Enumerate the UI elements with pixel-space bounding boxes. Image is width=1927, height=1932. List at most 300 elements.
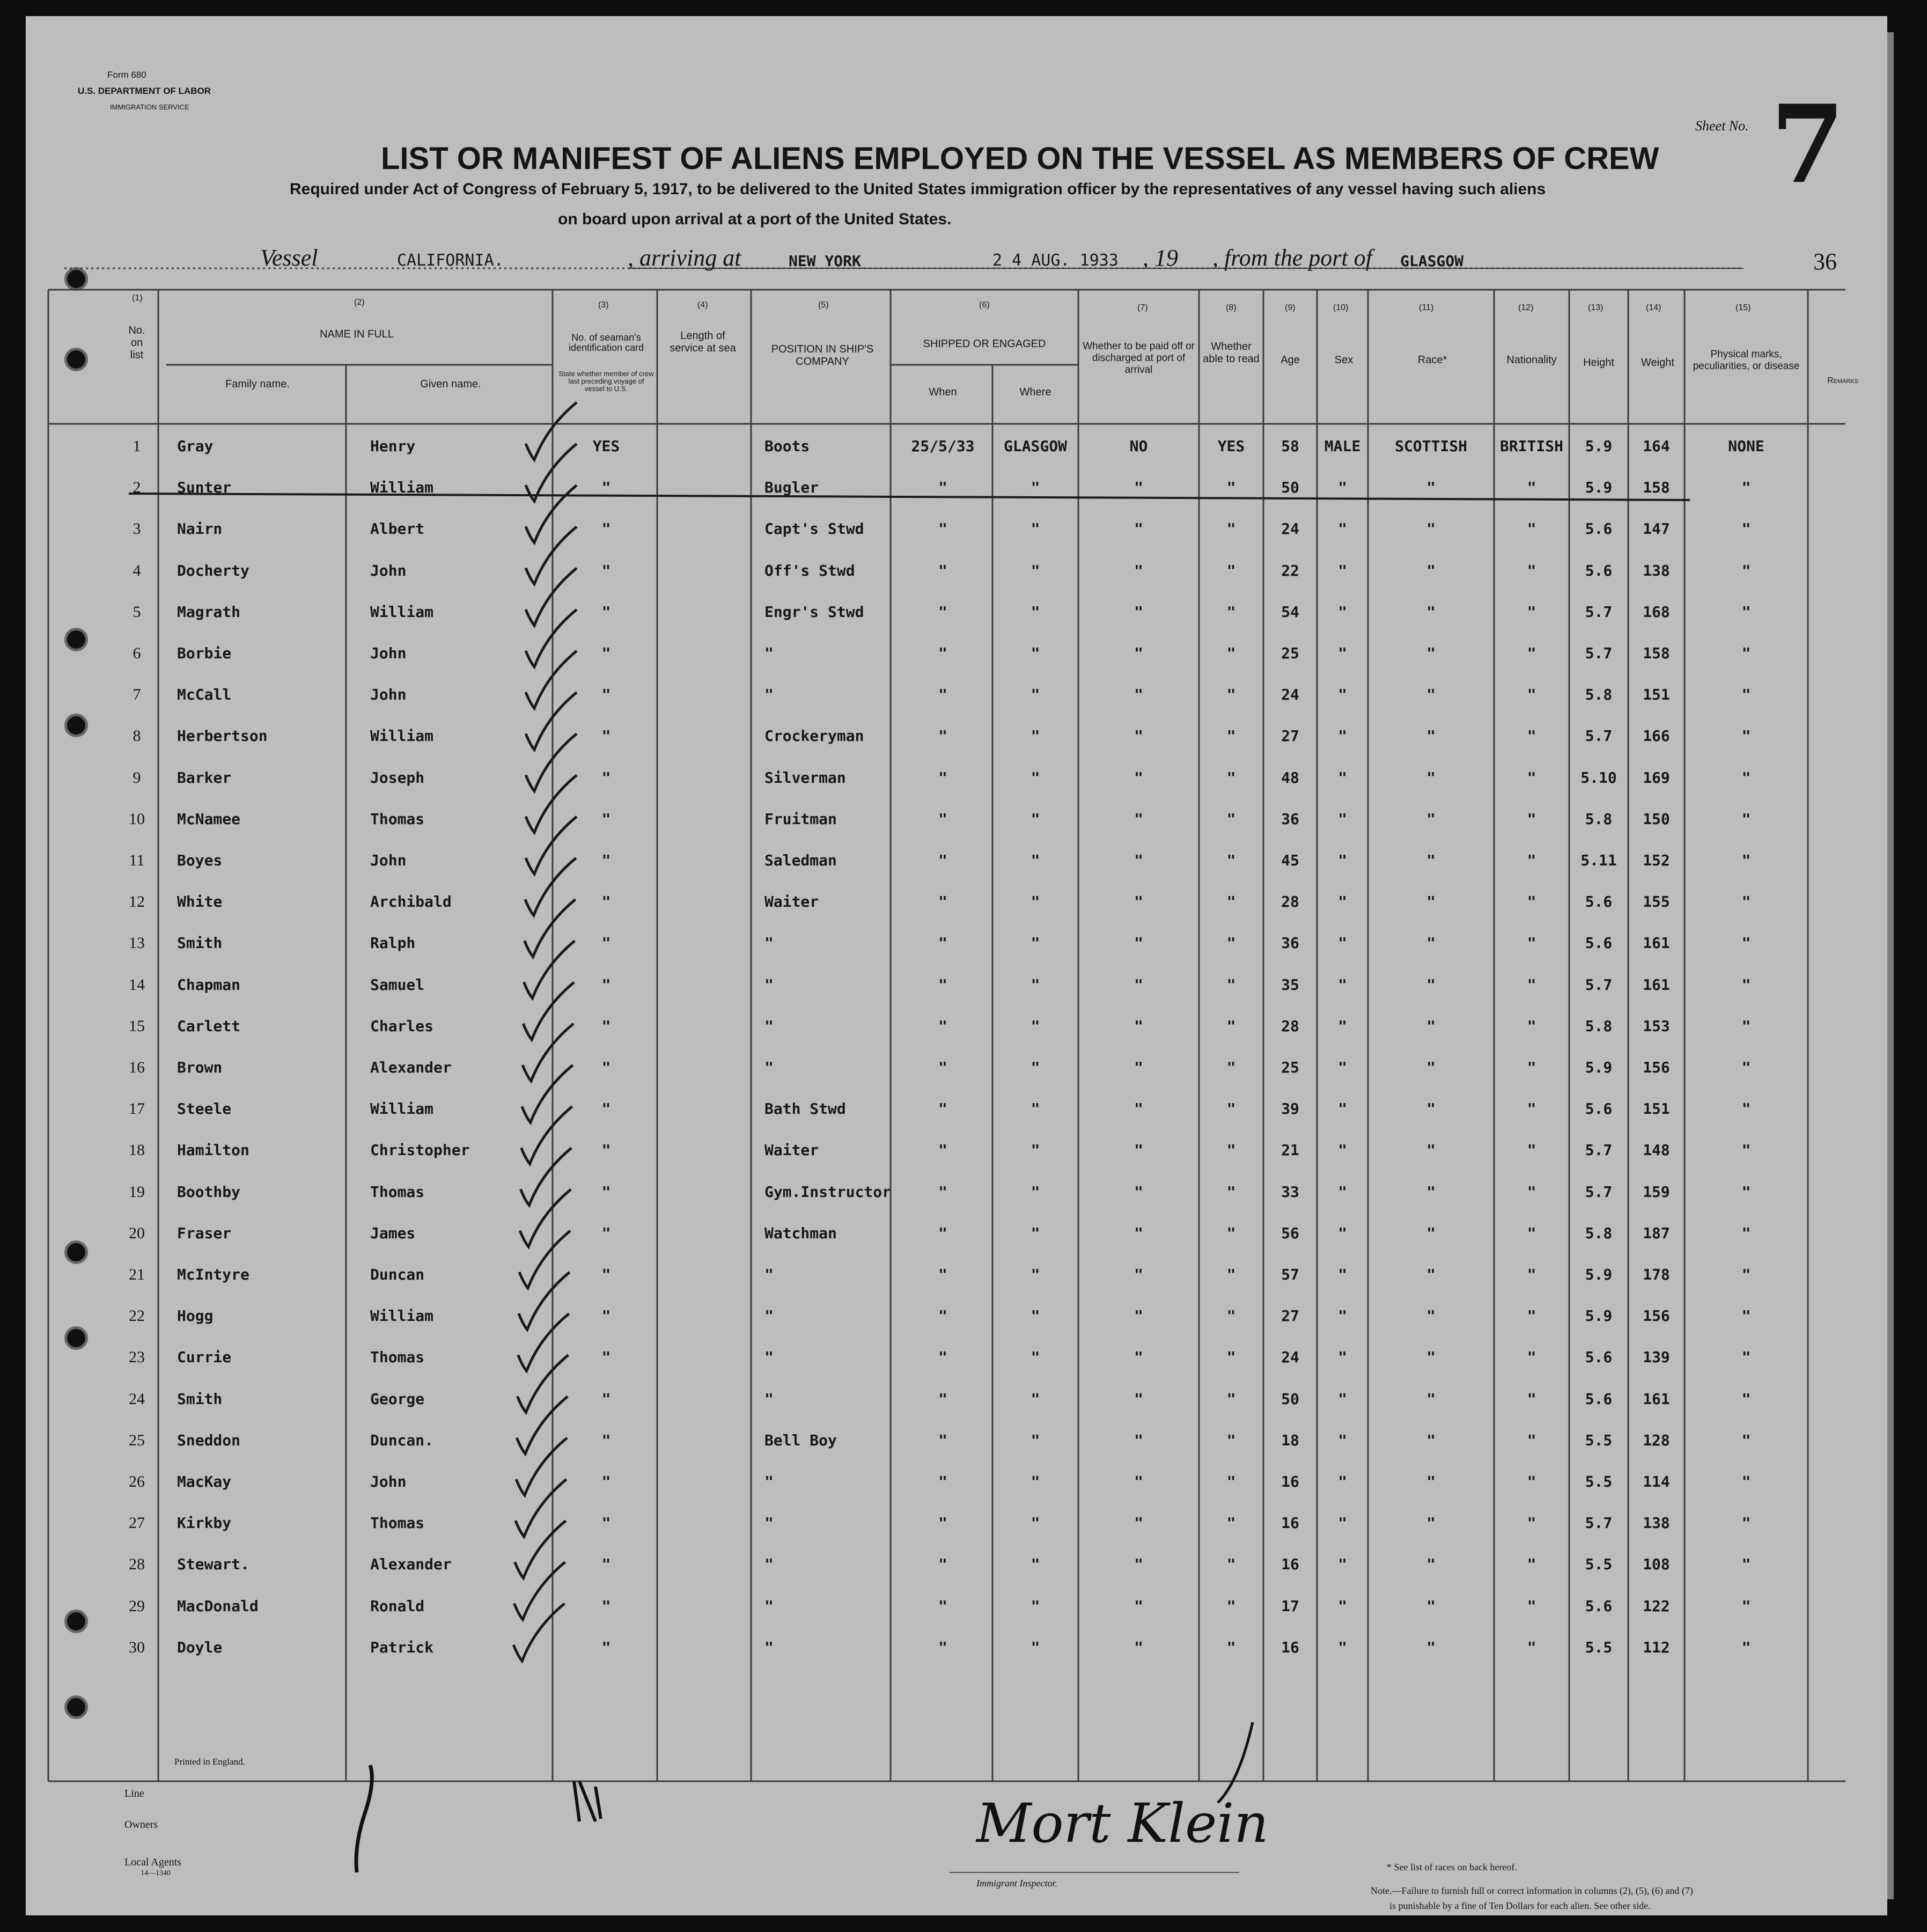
cell-family: Fraser [177,1224,232,1242]
cell-race: " [1426,686,1436,704]
cell-height: 5.7 [1585,1182,1613,1201]
cell-family: MacKay [177,1473,232,1490]
cell-marks: " [1741,1266,1751,1283]
cell-paid: " [1134,1059,1143,1076]
cell-read: YES [1217,437,1245,455]
cell-race: " [1426,1100,1436,1118]
cell-given: William [370,1307,434,1325]
cell-height: 5.6 [1585,1348,1613,1367]
cell-when: " [938,1431,947,1449]
cell-height: 5.7 [1585,644,1613,662]
cell-where: " [1031,934,1040,952]
cell-age: 21 [1281,1141,1299,1159]
cell-age: 17 [1281,1597,1299,1615]
cell-where: " [1031,520,1040,538]
cell-race: " [1426,893,1436,911]
cell-sex: " [1338,1514,1347,1532]
cell-family: Carlett [177,1017,241,1035]
cell-age: 16 [1281,1473,1299,1490]
sheet-number: 7 [1770,82,1845,208]
cell-read: " [1226,975,1236,994]
cell-when: " [938,561,947,579]
cell-where: " [1031,603,1040,621]
cell-where: " [1031,851,1040,869]
cell-age: 28 [1281,893,1299,911]
cell-when: " [938,686,947,704]
from-port-label: , from the port of [1212,245,1372,271]
cell-pos: Waiter [764,893,819,911]
cell-paid: " [1134,1473,1143,1490]
cell-read: " [1226,934,1236,952]
cell-pos: " [764,1473,774,1490]
cell-no: 13 [129,934,145,952]
cell-paid: " [1134,479,1143,497]
cell-where: " [1031,1059,1040,1076]
cell-marks: " [1741,686,1751,704]
cell-sex: " [1338,1141,1347,1159]
cell-nat: " [1527,1431,1536,1449]
cell-read: " [1226,479,1236,497]
cell-age: 57 [1281,1266,1299,1283]
cell-nat: " [1527,1514,1536,1532]
col-header-card-note: State whether member of crew last preceding voyage of vessel to U.S. [558,370,654,393]
cell-family: Smith [177,934,223,952]
cell-paid: " [1134,1555,1143,1574]
cell-nat: " [1527,851,1536,869]
cell-paid: " [1134,1514,1143,1532]
cell-weight: 151 [1643,686,1670,704]
cell-sex: " [1338,1597,1347,1615]
cell-weight: 161 [1643,975,1670,994]
cell-age: 16 [1281,1555,1299,1574]
cell-age: 16 [1281,1638,1299,1656]
page-subtitle-line-1: Required under Act of Congress of February 5, 1917, to be delivered to the United States immigration officer by the representatives of any vessel having such aliens [290,180,1546,198]
cell-age: 48 [1281,768,1299,787]
cell-family: Boothby [177,1182,241,1201]
cell-marks: " [1741,893,1751,911]
cell-sex: " [1338,1390,1347,1408]
cell-family: Barker [177,768,232,787]
cell-paid: " [1134,520,1143,538]
cell-given: Samuel [370,975,425,994]
cell-age: 25 [1281,1059,1299,1076]
cell-where: " [1031,1017,1040,1035]
cell-family: Stewart. [177,1555,249,1574]
cell-card: " [601,975,611,994]
cell-weight: 158 [1643,479,1670,497]
cell-height: 5.6 [1585,1390,1613,1408]
cell-read: " [1226,1100,1236,1118]
cell-when: " [938,1100,947,1118]
cell-nat: " [1527,1059,1536,1076]
col-3-number: (3) [598,300,609,310]
cell-pos: " [764,686,774,704]
cell-race: " [1426,975,1436,994]
cell-when: " [938,603,947,621]
arrival-date-stamp: 2 4 AUG. 1933 [992,251,1119,270]
cell-race: " [1426,603,1436,621]
col-2-number: (2) [354,298,365,307]
cell-given: Albert [370,520,425,538]
cell-sex: MALE [1324,437,1361,455]
cell-weight: 138 [1643,561,1670,579]
inspector-signature: Mort Klein [976,1792,1269,1855]
col-13-number: (13) [1588,303,1604,312]
col-header-remarks: Remarks [1827,376,1858,385]
cell-given: Patrick [370,1638,434,1656]
cell-weight: 169 [1643,768,1670,787]
cell-card: " [601,851,611,869]
cell-given: James [370,1224,416,1242]
col-12-number: (12) [1518,303,1534,312]
cell-given: William [370,1100,434,1118]
cell-height: 5.8 [1585,686,1613,704]
cell-race: " [1426,1390,1436,1408]
cell-marks: " [1741,644,1751,662]
cell-height: 5.10 [1580,768,1617,787]
cell-where: " [1031,1514,1040,1532]
cell-race: " [1426,1059,1436,1076]
cell-weight: 128 [1643,1431,1670,1449]
cell-pos: " [764,644,774,662]
cell-age: 45 [1281,851,1299,869]
cell-height: 5.9 [1585,1266,1613,1283]
cell-marks: " [1741,520,1751,538]
cell-sex: " [1338,644,1347,662]
footer-line-label: Line [124,1788,144,1799]
cell-no: 8 [133,727,141,745]
cell-paid: " [1134,1597,1143,1615]
cell-when: " [938,1555,947,1574]
cell-marks: " [1741,1597,1751,1615]
cell-marks: " [1741,603,1751,621]
cell-race: " [1426,1555,1436,1574]
cell-height: 5.6 [1585,1100,1613,1118]
cell-where: GLASGOW [1003,437,1067,455]
cell-weight: 168 [1643,603,1670,621]
cell-sex: " [1338,1017,1347,1035]
arriving-label: , arriving at [628,245,741,271]
cell-height: 5.9 [1585,1307,1613,1325]
cell-no: 24 [129,1390,145,1408]
cell-height: 5.6 [1585,934,1613,952]
cell-family: Hogg [177,1307,214,1325]
cell-when: " [938,1141,947,1159]
cell-family: Borbie [177,644,232,662]
cell-no: 3 [133,520,141,538]
cell-sex: " [1338,603,1347,621]
cell-paid: " [1134,1266,1143,1283]
cell-race: " [1426,1473,1436,1490]
penalty-note-line-2: is punishable by a fine of Ten Dollars for each alien. See other side. [1389,1900,1651,1911]
cell-paid: " [1134,810,1143,828]
cell-where: " [1031,810,1040,828]
cell-no: 15 [129,1017,145,1035]
cell-race: " [1426,768,1436,787]
cell-where: " [1031,561,1040,579]
cell-paid: " [1134,1307,1143,1325]
cell-marks: " [1741,1017,1751,1035]
cell-pos: Saledman [764,851,837,869]
cell-card: " [601,1638,611,1656]
cell-card: " [601,1431,611,1449]
cell-pos: " [764,1059,774,1076]
cell-card: " [601,1059,611,1076]
cell-age: 24 [1281,520,1299,538]
cell-marks: NONE [1728,437,1764,455]
cell-sex: " [1338,1638,1347,1656]
cell-given: William [370,479,434,497]
cell-age: 35 [1281,975,1299,994]
cell-nat: " [1527,1017,1536,1035]
cell-height: 5.7 [1585,727,1613,745]
cell-card: " [601,1224,611,1242]
cell-marks: " [1741,1182,1751,1201]
cell-weight: 147 [1643,520,1670,538]
cell-read: " [1226,1514,1236,1532]
cell-read: " [1226,1059,1236,1076]
from-port: GLASGOW [1400,252,1464,270]
cell-card: " [601,603,611,621]
cell-race: SCOTTISH [1395,437,1467,455]
cell-where: " [1031,893,1040,911]
cell-sex: " [1338,1348,1347,1367]
cell-marks: " [1741,1390,1751,1408]
cell-family: Gray [177,437,214,455]
cell-given: Archibald [370,893,452,911]
cell-family: Sneddon [177,1431,241,1449]
cell-nat: " [1527,1638,1536,1656]
cell-race: " [1426,479,1436,497]
cell-where: " [1031,1473,1040,1490]
cell-paid: " [1134,975,1143,994]
cell-nat: " [1527,1100,1536,1118]
cell-no: 1 [133,437,141,455]
cell-no: 30 [129,1638,145,1656]
cell-nat: " [1527,893,1536,911]
cell-weight: 158 [1643,644,1670,662]
col-11-number: (11) [1419,303,1434,312]
cell-pos: " [764,1555,774,1574]
cell-marks: " [1741,768,1751,787]
cell-pos: Bugler [764,479,819,497]
cell-given: John [370,686,407,704]
cell-pos: Boots [764,437,810,455]
cell-weight: 153 [1643,1017,1670,1035]
cell-no: 11 [129,851,145,869]
cell-pos: Bell Boy [764,1431,837,1449]
cell-nat: " [1527,1224,1536,1242]
cell-marks: " [1741,561,1751,579]
cell-nat: " [1527,1266,1536,1283]
cell-weight: 114 [1643,1473,1670,1490]
col-header-position: POSITION IN SHIP'S COMPANY [771,343,874,368]
cell-card: " [601,1390,611,1408]
cell-pos: Fruitman [764,810,837,828]
col-header-when: When [929,386,957,398]
cell-paid: " [1134,893,1143,911]
cell-no: 7 [133,686,141,704]
cell-race: " [1426,810,1436,828]
cell-family: Kirkby [177,1514,232,1532]
cell-age: 27 [1281,1307,1299,1325]
cell-family: Boyes [177,851,223,869]
cell-weight: 151 [1643,1100,1670,1118]
cell-where: " [1031,1141,1040,1159]
cell-pos: " [764,1514,774,1532]
cell-card: " [601,934,611,952]
cell-where: " [1031,1266,1040,1283]
cell-when: " [938,975,947,994]
cell-sex: " [1338,893,1347,911]
cell-height: 5.7 [1585,1141,1613,1159]
cell-race: " [1426,1431,1436,1449]
cell-height: 5.6 [1585,1597,1613,1615]
cell-paid: " [1134,934,1143,952]
cell-height: 5.8 [1585,1017,1613,1035]
cell-marks: " [1741,1059,1751,1076]
cell-family: Chapman [177,975,241,994]
cell-paid: " [1134,1100,1143,1118]
page-subtitle-line-2: on board upon arrival at a port of the United States. [558,210,952,228]
cell-read: " [1226,1017,1236,1035]
cell-card: " [601,1017,611,1035]
cell-nat: " [1527,1597,1536,1615]
col-1-number: (1) [132,293,143,303]
cell-card: " [601,1555,611,1574]
cell-sex: " [1338,1059,1347,1076]
cell-age: 27 [1281,727,1299,745]
cell-read: " [1226,1348,1236,1367]
cell-age: 36 [1281,810,1299,828]
cell-paid: " [1134,603,1143,621]
cell-no: 18 [129,1141,145,1159]
cell-weight: 156 [1643,1059,1670,1076]
cell-height: 5.7 [1585,603,1613,621]
penalty-note-line-1: Note.—Failure to furnish full or correct information in columns (2), (5), (6) and (7) [1371,1885,1693,1896]
cell-weight: 150 [1643,810,1670,828]
cell-read: " [1226,1224,1236,1242]
cell-card: " [601,1266,611,1283]
cell-card: " [601,768,611,787]
cell-marks: " [1741,1100,1751,1118]
cell-nat: " [1527,768,1536,787]
cell-no: 28 [129,1555,145,1574]
cell-nat: " [1527,975,1536,994]
cell-height: 5.5 [1585,1638,1613,1656]
cell-family: McNamee [177,810,241,828]
cell-when: " [938,1059,947,1076]
cell-nat: " [1527,1182,1536,1201]
cell-family: Magrath [177,603,241,621]
cell-paid: " [1134,1141,1143,1159]
cell-card: " [601,1307,611,1325]
cell-age: 25 [1281,644,1299,662]
cell-given: Alexander [370,1059,452,1076]
col-header-nationality: Nationality [1506,354,1557,366]
cell-sex: " [1338,1555,1347,1574]
cell-height: 5.9 [1585,1059,1613,1076]
cell-read: " [1226,1307,1236,1325]
cell-where: " [1031,1307,1040,1325]
cell-when: 25/5/33 [911,437,975,455]
cell-read: " [1226,768,1236,787]
cell-nat: " [1527,644,1536,662]
cell-pos: " [764,1638,774,1656]
cell-sex: " [1338,768,1347,787]
cell-race: " [1426,1597,1436,1615]
cell-age: 16 [1281,1514,1299,1532]
col-15-number: (15) [1735,303,1751,312]
cell-nat: " [1527,1555,1536,1574]
cell-given: Thomas [370,1182,425,1201]
cell-family: McCall [177,686,232,704]
col-header-given-name: Given name. [420,378,481,390]
cell-given: William [370,727,434,745]
cell-race: " [1426,1224,1436,1242]
cell-nat: " [1527,1307,1536,1325]
cell-when: " [938,893,947,911]
cell-paid: " [1134,1224,1143,1242]
cell-paid: " [1134,1017,1143,1035]
cell-height: 5.5 [1585,1555,1613,1574]
cell-when: " [938,644,947,662]
cell-pos: " [764,1017,774,1035]
cell-race: " [1426,644,1436,662]
cell-read: " [1226,1390,1236,1408]
col-7-number: (7) [1137,303,1148,312]
cell-age: 50 [1281,1390,1299,1408]
cell-given: Charles [370,1017,434,1035]
cell-paid: " [1134,1348,1143,1367]
cell-age: 54 [1281,603,1299,621]
cell-pos: " [764,1597,774,1615]
cell-no: 17 [129,1100,145,1118]
cell-height: 5.7 [1585,975,1613,994]
cell-paid: " [1134,768,1143,787]
cell-weight: 178 [1643,1266,1670,1283]
cell-weight: 112 [1643,1638,1670,1656]
cell-given: William [370,603,434,621]
cell-height: 5.9 [1585,437,1613,455]
cell-race: " [1426,934,1436,952]
cell-race: " [1426,1514,1436,1532]
cell-sex: " [1338,1266,1347,1283]
cell-given: John [370,851,407,869]
cell-marks: " [1741,1348,1751,1367]
cell-where: " [1031,479,1040,497]
cell-no: 4 [133,561,141,579]
cell-given: Ralph [370,934,416,952]
cell-weight: 161 [1643,934,1670,952]
cell-marks: " [1741,1638,1751,1656]
cell-where: " [1031,727,1040,745]
cell-read: " [1226,1266,1236,1283]
cell-card: " [601,727,611,745]
cell-sex: " [1338,520,1347,538]
cell-no: 16 [129,1059,145,1076]
cell-race: " [1426,520,1436,538]
cell-weight: 187 [1643,1224,1670,1242]
cell-family: McIntyre [177,1266,249,1283]
cell-age: 18 [1281,1431,1299,1449]
cell-card: " [601,1514,611,1532]
cell-no: 22 [129,1307,145,1325]
cell-paid: NO [1129,437,1148,455]
col-header-where: Where [1019,386,1051,398]
cell-when: " [938,1017,947,1035]
cell-pos: " [764,1266,774,1283]
